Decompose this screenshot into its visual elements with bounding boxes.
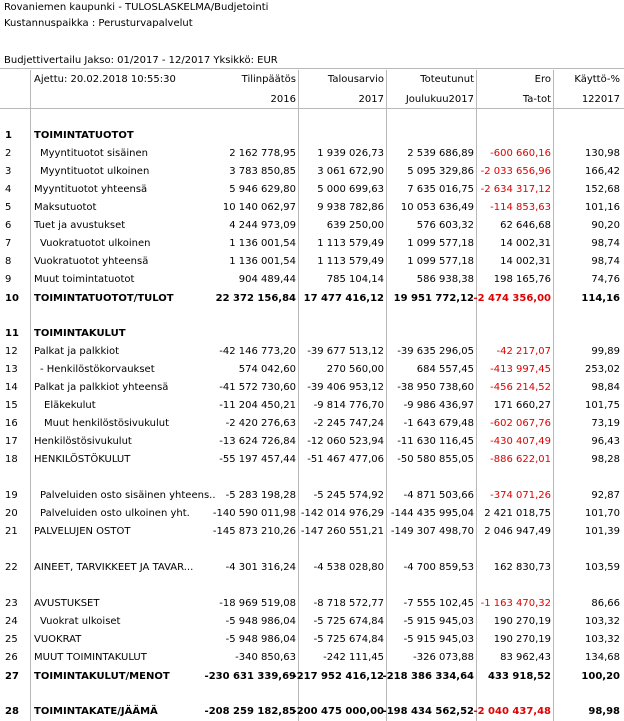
- cell-talousarvio: -242 111,45: [323, 652, 384, 663]
- row-label: AVUSTUKSET: [34, 598, 100, 609]
- cell-tilinpaatos: -13 624 726,84: [219, 436, 296, 447]
- cell-kaytto: 92,87: [591, 490, 620, 501]
- col-header-ero-sub: Ta-tot: [522, 94, 551, 105]
- cell-ero: -600 660,16: [490, 148, 551, 159]
- cell-toteutunut: 684 557,45: [416, 364, 474, 375]
- cell-talousarvio: 1 939 026,73: [317, 148, 384, 159]
- cell-toteutunut: 10 053 636,49: [400, 202, 474, 213]
- table-row: [0, 649, 624, 667]
- cell-tilinpaatos: 10 140 062,97: [222, 202, 296, 213]
- cell-talousarvio: -147 260 551,21: [300, 526, 384, 537]
- cell-tilinpaatos: -11 204 450,21: [219, 400, 296, 411]
- cell-kaytto: 166,42: [585, 166, 620, 177]
- cell-toteutunut: -4 700 859,53: [403, 562, 474, 573]
- cell-ero: -2 033 656,96: [480, 166, 551, 177]
- table-row: [0, 415, 624, 433]
- cell-kaytto: 253,02: [585, 364, 620, 375]
- cell-talousarvio: -39 406 953,12: [307, 382, 384, 393]
- cell-ero: 62 646,68: [500, 220, 551, 231]
- cell-tilinpaatos: 1 136 001,54: [229, 256, 296, 267]
- cell-tilinpaatos: 22 372 156,84: [215, 293, 296, 304]
- cell-talousarvio: 3 061 672,90: [317, 166, 384, 177]
- cell-ero: 14 002,31: [500, 256, 551, 267]
- col-header-toteutunut-period: Joulukuu2017: [405, 94, 474, 105]
- table-row: [0, 505, 624, 523]
- table-row: [0, 668, 624, 686]
- cell-kaytto: 101,16: [585, 202, 620, 213]
- cell-ero: 2 046 947,49: [484, 526, 551, 537]
- comparison-period: Budjettivertailu Jakso: 01/2017 - 12/2017 Yksikkö: EUR: [4, 55, 278, 66]
- cell-talousarvio: -5 245 574,92: [313, 490, 384, 501]
- cell-tilinpaatos: -55 197 457,44: [219, 454, 296, 465]
- row-number: 19: [5, 490, 18, 501]
- header-bottom-border: [0, 108, 624, 109]
- row-label: HENKILÖSTÖKULUT: [34, 454, 131, 465]
- table-row: [0, 361, 624, 379]
- row-number: 11: [5, 328, 19, 339]
- cell-kaytto: 103,32: [585, 616, 620, 627]
- table-row: [0, 235, 624, 253]
- row-number: 13: [5, 364, 18, 375]
- table-row: [0, 127, 624, 145]
- cell-toteutunut: 7 635 016,75: [407, 184, 474, 195]
- cell-tilinpaatos: 574 042,60: [238, 364, 296, 375]
- row-label: TOIMINTAKULUT/MENOT: [34, 671, 170, 682]
- cell-toteutunut: 576 603,32: [416, 220, 474, 231]
- row-number: 7: [5, 238, 12, 249]
- row-label: Palkat ja palkkiot: [34, 346, 120, 357]
- cell-ero: -2 040 437,48: [473, 706, 551, 717]
- cell-tilinpaatos: -42 146 773,20: [219, 346, 296, 357]
- cell-toteutunut: -218 386 334,64: [382, 671, 474, 682]
- row-label: Henkilöstösivukulut: [34, 436, 132, 447]
- table-top-border: [0, 68, 624, 69]
- cell-toteutunut: 1 099 577,18: [407, 256, 474, 267]
- row-label: Palveluiden osto ulkoinen yht.: [40, 508, 190, 519]
- cell-ero: 162 830,73: [493, 562, 551, 573]
- run-timestamp: Ajettu: 20.02.2018 10:55:30: [34, 74, 176, 85]
- table-row: [0, 325, 624, 343]
- cell-ero: -114 853,63: [490, 202, 551, 213]
- cell-kaytto: 101,39: [585, 526, 620, 537]
- col-header-tilinpaatos: Tilinpäätös: [241, 74, 296, 85]
- cell-tilinpaatos: 2 162 778,95: [229, 148, 296, 159]
- cell-kaytto: 74,76: [591, 274, 620, 285]
- row-number: 22: [5, 562, 18, 573]
- cell-ero: -2 634 317,12: [480, 184, 551, 195]
- row-label: Tuet ja avustukset: [34, 220, 126, 231]
- cell-ero: -413 997,45: [490, 364, 551, 375]
- col-header-talousarvio: Talousarvio: [327, 74, 384, 85]
- cell-tilinpaatos: -140 590 011,98: [212, 508, 296, 519]
- cell-kaytto: 99,89: [591, 346, 620, 357]
- cell-tilinpaatos: -41 572 730,60: [219, 382, 296, 393]
- cell-ero: -42 217,07: [496, 346, 551, 357]
- cell-toteutunut: -9 986 436,97: [403, 400, 474, 411]
- table-row: [0, 290, 624, 308]
- col-header-toteutunut: Toteutunut: [420, 74, 474, 85]
- row-label: TOIMINTAKATE/JÄÄMÄ: [34, 706, 158, 717]
- col-header-kaytto: Käyttö-%: [574, 74, 620, 85]
- row-number: 16: [5, 418, 18, 429]
- table-row: [0, 487, 624, 505]
- cell-talousarvio: -51 467 477,06: [307, 454, 384, 465]
- cell-kaytto: 98,74: [591, 256, 620, 267]
- row-label: Vuokratuotot yhteensä: [34, 256, 149, 267]
- cell-toteutunut: 19 951 772,12: [393, 293, 474, 304]
- cell-ero: 433 918,52: [488, 671, 551, 682]
- table-row: [0, 433, 624, 451]
- cell-talousarvio: -9 814 776,70: [313, 400, 384, 411]
- row-label: PALVELUJEN OSTOT: [34, 526, 131, 537]
- table-row: [0, 163, 624, 181]
- cell-tilinpaatos: -340 850,63: [235, 652, 296, 663]
- cell-toteutunut: 2 539 686,89: [407, 148, 474, 159]
- cell-toteutunut: -5 915 945,03: [403, 616, 474, 627]
- row-number: 17: [5, 436, 18, 447]
- cell-talousarvio: 5 000 699,63: [317, 184, 384, 195]
- row-number: 1: [5, 130, 12, 141]
- cell-ero: 83 962,43: [500, 652, 551, 663]
- row-number: 4: [5, 184, 12, 195]
- cell-talousarvio: -217 952 416,12: [292, 671, 384, 682]
- row-label: - Henkilöstökorvaukset: [40, 364, 155, 375]
- row-label: Myyntituotot yhteensä: [34, 184, 148, 195]
- cell-talousarvio: 1 113 579,49: [317, 238, 384, 249]
- col-header-tilinpaatos-year: 2016: [270, 94, 296, 105]
- cell-talousarvio: -142 014 976,29: [300, 508, 384, 519]
- row-number: 21: [5, 526, 18, 537]
- row-number: 25: [5, 634, 18, 645]
- cell-talousarvio: 9 938 782,86: [317, 202, 384, 213]
- row-label: Myyntituotot ulkoinen: [40, 166, 150, 177]
- cell-kaytto: 98,74: [591, 238, 620, 249]
- cell-tilinpaatos: -208 259 182,85: [204, 706, 296, 717]
- cell-talousarvio: -4 538 028,80: [313, 562, 384, 573]
- row-label: Eläkekulut: [44, 400, 96, 411]
- row-number: 27: [5, 671, 19, 682]
- cell-talousarvio: 270 560,00: [326, 364, 384, 375]
- table-row: [0, 451, 624, 469]
- row-number: 5: [5, 202, 12, 213]
- cell-kaytto: 73,19: [591, 418, 620, 429]
- cell-ero: 171 660,27: [493, 400, 551, 411]
- cell-tilinpaatos: -5 948 986,04: [225, 616, 296, 627]
- cell-kaytto: 130,98: [585, 148, 620, 159]
- row-number: 6: [5, 220, 12, 231]
- row-number: 9: [5, 274, 12, 285]
- cell-ero: 198 165,76: [493, 274, 551, 285]
- cell-tilinpaatos: 1 136 001,54: [229, 238, 296, 249]
- cell-toteutunut: -38 950 738,60: [397, 382, 474, 393]
- table-row: [0, 523, 624, 541]
- row-label: MUUT TOIMINTAKULUT: [34, 652, 147, 663]
- cell-tilinpaatos: -2 420 276,63: [225, 418, 296, 429]
- table-row: [0, 595, 624, 613]
- cell-ero: -1 163 470,32: [480, 598, 551, 609]
- cell-tilinpaatos: -145 873 210,26: [212, 526, 296, 537]
- table-row: [0, 145, 624, 163]
- cell-tilinpaatos: -4 301 316,24: [225, 562, 296, 573]
- row-label: TOIMINTATUOTOT: [34, 130, 134, 141]
- cell-kaytto: 98,84: [591, 382, 620, 393]
- row-number: 26: [5, 652, 18, 663]
- row-label: Palkat ja palkkiot yhteensä: [34, 382, 169, 393]
- cell-toteutunut: -198 434 562,52: [382, 706, 474, 717]
- cell-toteutunut: -1 643 679,48: [403, 418, 474, 429]
- cell-ero: -430 407,49: [490, 436, 551, 447]
- row-label: VUOKRAT: [34, 634, 82, 645]
- cell-toteutunut: 1 099 577,18: [407, 238, 474, 249]
- col-header-ero: Ero: [534, 74, 551, 85]
- table-row: [0, 631, 624, 649]
- row-label: Vuokrat ulkoiset: [40, 616, 121, 627]
- row-number: 12: [5, 346, 18, 357]
- row-label: Palveluiden osto sisäinen yhteens..: [40, 490, 216, 501]
- row-number: 24: [5, 616, 18, 627]
- cell-kaytto: 86,66: [591, 598, 620, 609]
- col-header-talousarvio-year: 2017: [358, 94, 384, 105]
- cell-ero: 14 002,31: [500, 238, 551, 249]
- cell-kaytto: 96,43: [591, 436, 620, 447]
- table-row: [0, 559, 624, 577]
- row-number: 10: [5, 293, 19, 304]
- report-title: Rovaniemen kaupunki - TULOSLASKELMA/Budjetointi: [4, 2, 269, 13]
- cell-ero: 190 270,19: [493, 634, 551, 645]
- table-row: [0, 343, 624, 361]
- cell-ero: -374 071,26: [490, 490, 551, 501]
- cell-kaytto: 100,20: [581, 671, 620, 682]
- cell-kaytto: 103,59: [585, 562, 620, 573]
- row-label: Muut toimintatuotot: [34, 274, 135, 285]
- cell-toteutunut: 5 095 329,86: [407, 166, 474, 177]
- cost-center: Kustannuspaikka : Perusturvapalvelut: [4, 18, 193, 29]
- cell-toteutunut: -4 871 503,66: [403, 490, 474, 501]
- cell-toteutunut: -144 435 995,04: [390, 508, 474, 519]
- cell-kaytto: 101,70: [585, 508, 620, 519]
- cell-talousarvio: -5 725 674,84: [313, 634, 384, 645]
- cell-ero: -456 214,52: [490, 382, 551, 393]
- row-number: 28: [5, 706, 19, 717]
- table-row: [0, 271, 624, 289]
- row-number: 20: [5, 508, 18, 519]
- cell-talousarvio: -12 060 523,94: [307, 436, 384, 447]
- cell-talousarvio: 639 250,00: [326, 220, 384, 231]
- cell-tilinpaatos: -230 631 339,69: [204, 671, 296, 682]
- cell-talousarvio: -200 475 000,00: [292, 706, 384, 717]
- row-label: Vuokratuotot ulkoinen: [40, 238, 151, 249]
- cell-talousarvio: -8 718 572,77: [313, 598, 384, 609]
- table-row: [0, 703, 624, 721]
- row-number: 14: [5, 382, 18, 393]
- table-row: [0, 199, 624, 217]
- cell-ero: -602 067,76: [490, 418, 551, 429]
- cell-toteutunut: -326 073,88: [413, 652, 474, 663]
- cell-kaytto: 103,32: [585, 634, 620, 645]
- row-label: AINEET, TARVIKKEET JA TAVAR...: [34, 562, 194, 573]
- row-label: TOIMINTAKULUT: [34, 328, 126, 339]
- table-row: [0, 217, 624, 235]
- cell-ero: 2 421 018,75: [484, 508, 551, 519]
- cell-toteutunut: -11 630 116,45: [397, 436, 474, 447]
- table-row: [0, 379, 624, 397]
- cell-kaytto: 90,20: [591, 220, 620, 231]
- cell-tilinpaatos: -18 969 519,08: [219, 598, 296, 609]
- cell-talousarvio: -2 245 747,24: [313, 418, 384, 429]
- cell-toteutunut: 586 938,38: [416, 274, 474, 285]
- cell-tilinpaatos: -5 283 198,28: [225, 490, 296, 501]
- table-row: [0, 181, 624, 199]
- cell-ero: -2 474 356,00: [473, 293, 551, 304]
- cell-kaytto: 114,16: [581, 293, 620, 304]
- cell-kaytto: 98,98: [588, 706, 620, 717]
- row-number: 23: [5, 598, 18, 609]
- cell-kaytto: 101,75: [585, 400, 620, 411]
- row-number: 8: [5, 256, 12, 267]
- row-label: Myyntituotot sisäinen: [40, 148, 148, 159]
- cell-talousarvio: 785 104,14: [326, 274, 384, 285]
- cell-toteutunut: -5 915 945,03: [403, 634, 474, 645]
- cell-ero: -886 622,01: [490, 454, 551, 465]
- cell-toteutunut: -50 580 855,05: [397, 454, 474, 465]
- row-number: 3: [5, 166, 12, 177]
- cell-toteutunut: -39 635 296,05: [397, 346, 474, 357]
- table-row: [0, 613, 624, 631]
- cell-tilinpaatos: 4 244 973,09: [229, 220, 296, 231]
- table-row: [0, 397, 624, 415]
- cell-kaytto: 134,68: [585, 652, 620, 663]
- cell-talousarvio: -5 725 674,84: [313, 616, 384, 627]
- cell-tilinpaatos: 5 946 629,80: [229, 184, 296, 195]
- cell-tilinpaatos: 904 489,44: [238, 274, 296, 285]
- cell-talousarvio: -39 677 513,12: [307, 346, 384, 357]
- table-row: [0, 253, 624, 271]
- row-number: 18: [5, 454, 18, 465]
- cell-toteutunut: -7 555 102,45: [403, 598, 474, 609]
- row-label: Muut henkilöstösivukulut: [44, 418, 170, 429]
- cell-toteutunut: -149 307 498,70: [390, 526, 474, 537]
- col-header-kaytto-period: 122017: [581, 94, 620, 105]
- row-number: 2: [5, 148, 12, 159]
- cell-kaytto: 152,68: [585, 184, 620, 195]
- cell-tilinpaatos: -5 948 986,04: [225, 634, 296, 645]
- cell-talousarvio: 1 113 579,49: [317, 256, 384, 267]
- cell-talousarvio: 17 477 416,12: [303, 293, 384, 304]
- cell-kaytto: 98,28: [591, 454, 620, 465]
- cell-ero: 190 270,19: [493, 616, 551, 627]
- cell-tilinpaatos: 3 783 850,85: [229, 166, 296, 177]
- row-number: 15: [5, 400, 18, 411]
- row-label: Maksutuotot: [34, 202, 97, 213]
- row-label: TOIMINTATUOTOT/TULOT: [34, 293, 174, 304]
